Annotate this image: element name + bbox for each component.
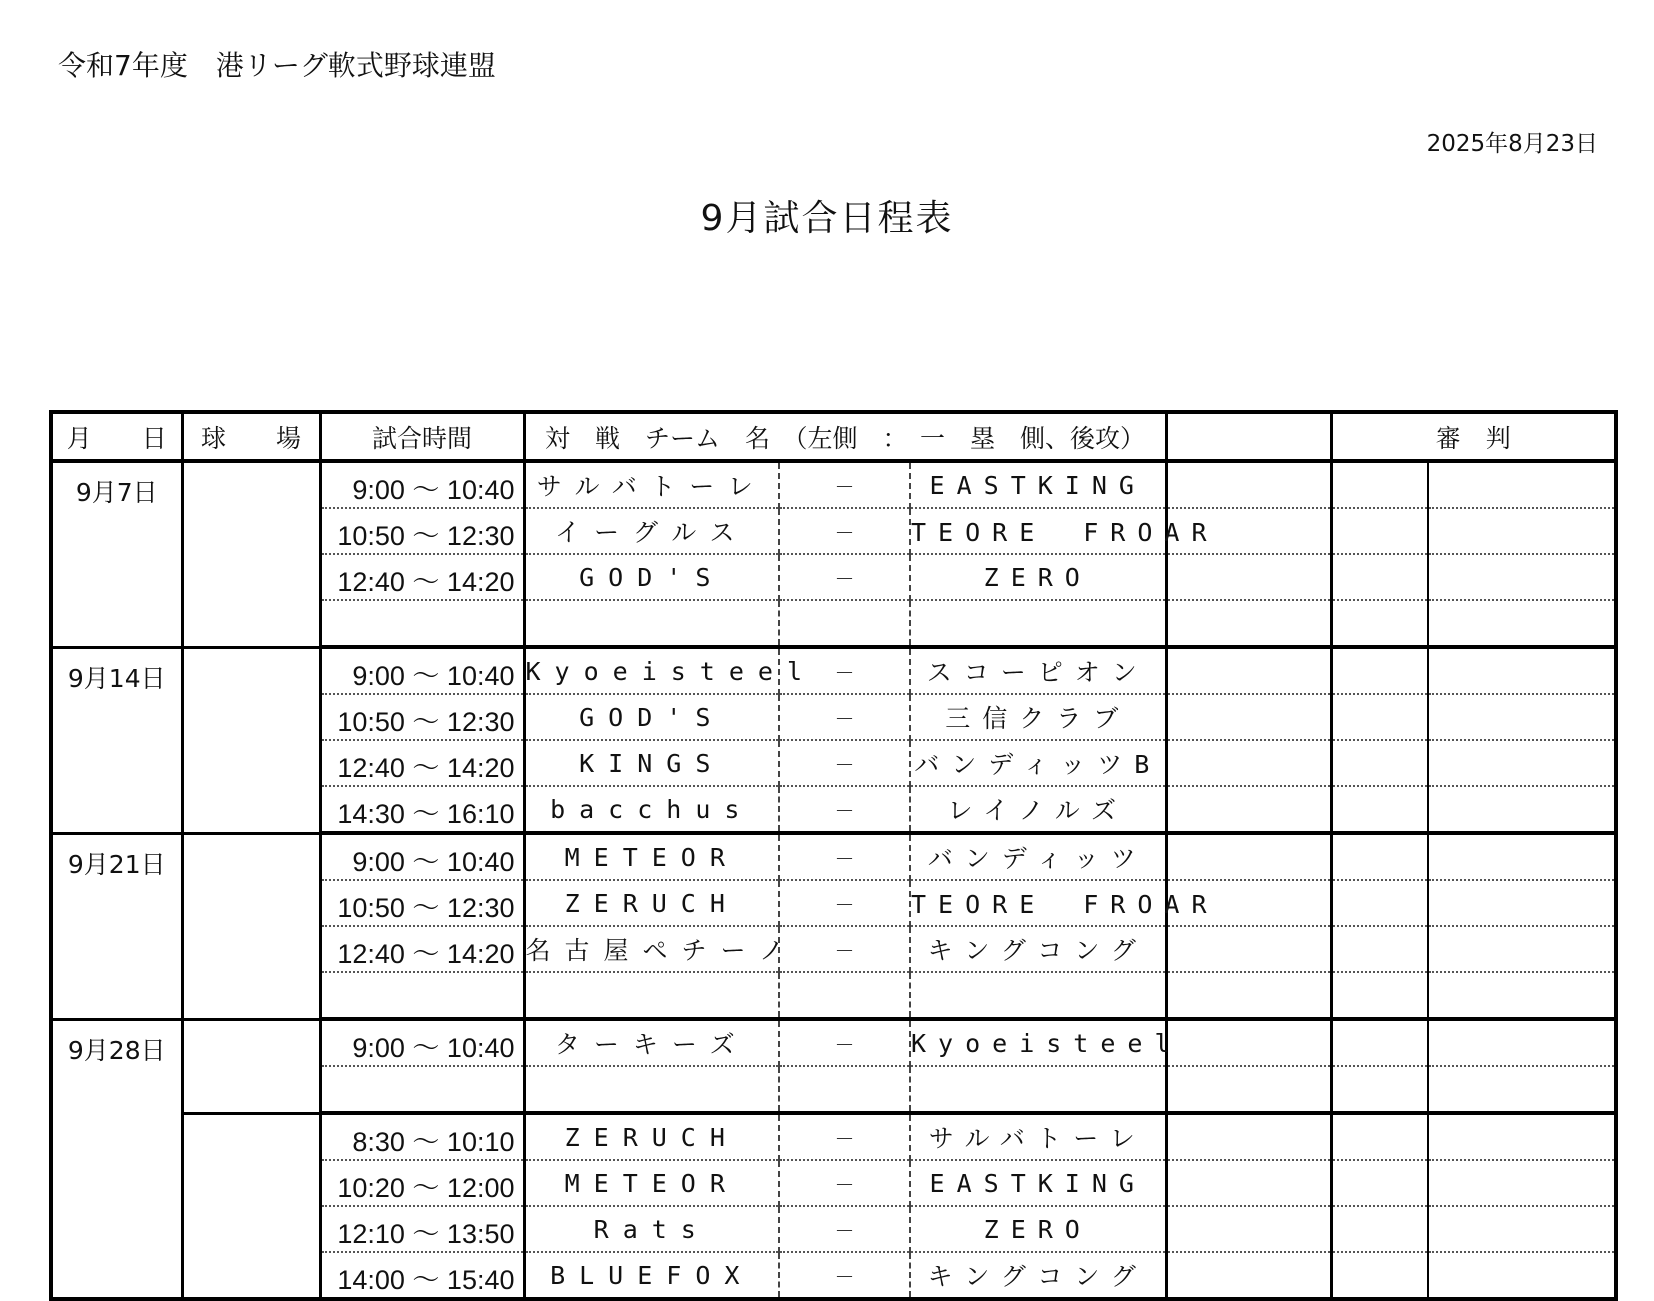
match-date: 9月7日 xyxy=(51,461,182,647)
referee-cell xyxy=(1331,926,1428,972)
referee-cell xyxy=(1331,554,1428,600)
home-team: ZERUCH xyxy=(524,880,779,926)
schedule-row xyxy=(51,1019,1616,1066)
referee-cell xyxy=(1331,694,1428,740)
home-team: ZERUCH xyxy=(524,1113,779,1160)
referee-cell xyxy=(1428,1252,1616,1299)
referee-cell xyxy=(1428,786,1616,833)
referee-cell xyxy=(1428,1019,1616,1066)
away-team: レイノルズ xyxy=(910,786,1166,833)
home-team: KINGS xyxy=(524,740,779,786)
blank-cell xyxy=(1166,461,1331,508)
game-time: 14:00 ～ 15:40 xyxy=(320,1252,524,1299)
game-time: 9:00 ～ 10:40 xyxy=(320,1019,524,1066)
referee-cell xyxy=(1331,740,1428,786)
blank-cell xyxy=(1166,972,1331,1019)
blank-cell xyxy=(1166,1019,1331,1066)
versus-separator: － xyxy=(779,694,910,740)
referee-cell xyxy=(1331,1160,1428,1206)
home-team xyxy=(524,1066,779,1113)
referee-cell xyxy=(1428,461,1616,508)
home-team: METEOR xyxy=(524,833,779,880)
blank-cell xyxy=(1166,1066,1331,1113)
away-team: バンディッツ xyxy=(910,833,1166,880)
match-date: 9月21日 xyxy=(51,833,182,1019)
col-header-date: 月 日 xyxy=(51,412,182,461)
referee-cell xyxy=(1331,833,1428,880)
blank-cell xyxy=(1166,1206,1331,1252)
schedule-row xyxy=(51,1113,1616,1160)
away-team: キングコング xyxy=(910,1252,1166,1299)
away-team: TEORE FROAR xyxy=(910,880,1166,926)
referee-cell xyxy=(1428,647,1616,694)
versus-separator xyxy=(779,600,910,647)
blank-cell xyxy=(1166,600,1331,647)
game-time: 9:00 ～ 10:40 xyxy=(320,461,524,508)
game-time: 10:50 ～ 12:30 xyxy=(320,694,524,740)
referee-cell xyxy=(1331,786,1428,833)
game-time xyxy=(320,1066,524,1113)
home-team: イーグルス xyxy=(524,508,779,554)
referee-cell xyxy=(1331,1019,1428,1066)
blank-cell xyxy=(1166,1113,1331,1160)
away-team: サルバトーレ xyxy=(910,1113,1166,1160)
versus-separator: － xyxy=(779,508,910,554)
game-time: 12:40 ～ 14:20 xyxy=(320,740,524,786)
referee-cell xyxy=(1428,740,1616,786)
away-team: バンディッツB xyxy=(910,740,1166,786)
referee-cell xyxy=(1331,880,1428,926)
blank-cell xyxy=(1166,833,1331,880)
referee-cell xyxy=(1428,1160,1616,1206)
home-team: Rats xyxy=(524,1206,779,1252)
versus-separator xyxy=(779,1066,910,1113)
venue-cell xyxy=(182,1113,320,1299)
versus-separator: － xyxy=(779,786,910,833)
blank-cell xyxy=(1166,786,1331,833)
away-team xyxy=(910,972,1166,1019)
home-team: bacchus xyxy=(524,786,779,833)
game-time xyxy=(320,972,524,1019)
col-header-matchup: 対 戦 チーム 名 （左側 ： 一 塁 側、後攻） xyxy=(524,412,1166,461)
versus-separator: － xyxy=(779,647,910,694)
schedule-row xyxy=(51,833,1616,880)
away-team: EASTKING xyxy=(910,461,1166,508)
col-header-time: 試合時間 xyxy=(320,412,524,461)
home-team: BLUEFOX xyxy=(524,1252,779,1299)
referee-cell xyxy=(1331,1252,1428,1299)
away-team xyxy=(910,1066,1166,1113)
home-team: Kyoeisteel xyxy=(524,647,779,694)
blank-cell xyxy=(1166,926,1331,972)
col-header-referee: 審 判 xyxy=(1331,412,1616,461)
versus-separator: － xyxy=(779,1160,910,1206)
venue-cell xyxy=(182,647,320,833)
away-team: TEORE FROAR xyxy=(910,508,1166,554)
match-date: 9月14日 xyxy=(51,647,182,833)
referee-cell xyxy=(1428,1066,1616,1113)
away-team: ZERO xyxy=(910,1206,1166,1252)
away-team: Kyoeisteel xyxy=(910,1019,1166,1066)
versus-separator: － xyxy=(779,740,910,786)
game-time: 9:00 ～ 10:40 xyxy=(320,833,524,880)
game-time: 14:30 ～ 16:10 xyxy=(320,786,524,833)
versus-separator: － xyxy=(779,926,910,972)
referee-cell xyxy=(1331,1113,1428,1160)
col-header-venue: 球 場 xyxy=(182,412,320,461)
home-team: 名古屋ペチーノ xyxy=(524,926,779,972)
home-team: GOD'S xyxy=(524,554,779,600)
away-team: キングコング xyxy=(910,926,1166,972)
home-team: GOD'S xyxy=(524,694,779,740)
page-title: 9月試合日程表 xyxy=(700,198,954,239)
referee-cell xyxy=(1331,1206,1428,1252)
referee-cell xyxy=(1428,600,1616,647)
game-time: 8:30 ～ 10:10 xyxy=(320,1113,524,1160)
schedule-row xyxy=(51,461,1616,508)
game-time: 10:50 ～ 12:30 xyxy=(320,880,524,926)
issue-date: 2025年8月23日 xyxy=(1426,131,1598,157)
venue-cell xyxy=(182,461,320,647)
game-time xyxy=(320,600,524,647)
home-team: ターキーズ xyxy=(524,1019,779,1066)
header-row xyxy=(51,412,1616,461)
versus-separator: － xyxy=(779,880,910,926)
referee-cell xyxy=(1331,1066,1428,1113)
referee-cell xyxy=(1428,1206,1616,1252)
referee-cell xyxy=(1428,508,1616,554)
game-time: 12:40 ～ 14:20 xyxy=(320,554,524,600)
referee-cell xyxy=(1331,508,1428,554)
home-team xyxy=(524,972,779,1019)
referee-cell xyxy=(1331,647,1428,694)
referee-cell xyxy=(1428,1113,1616,1160)
versus-separator: － xyxy=(779,1252,910,1299)
versus-separator xyxy=(779,972,910,1019)
match-date: 9月28日 xyxy=(51,1019,182,1299)
schedule-row xyxy=(51,647,1616,694)
schedule-body xyxy=(51,461,1616,1299)
game-time: 9:00 ～ 10:40 xyxy=(320,647,524,694)
home-team: METEOR xyxy=(524,1160,779,1206)
referee-cell xyxy=(1428,554,1616,600)
organization-name: 令和7年度 港リーグ軟式野球連盟 xyxy=(58,49,496,82)
game-time: 10:50 ～ 12:30 xyxy=(320,508,524,554)
col-header-blank xyxy=(1166,412,1331,461)
blank-cell xyxy=(1166,694,1331,740)
referee-cell xyxy=(1331,600,1428,647)
venue-cell xyxy=(182,833,320,1019)
versus-separator: － xyxy=(779,1113,910,1160)
game-time: 12:40 ～ 14:20 xyxy=(320,926,524,972)
away-team: 三信クラブ xyxy=(910,694,1166,740)
away-team: スコーピオン xyxy=(910,647,1166,694)
schedule-table xyxy=(49,410,1618,1301)
away-team: EASTKING xyxy=(910,1160,1166,1206)
versus-separator: － xyxy=(779,1019,910,1066)
versus-separator: － xyxy=(779,461,910,508)
referee-cell xyxy=(1428,694,1616,740)
home-team xyxy=(524,600,779,647)
referee-cell xyxy=(1428,833,1616,880)
away-team xyxy=(910,600,1166,647)
game-time: 12:10 ～ 13:50 xyxy=(320,1206,524,1252)
blank-cell xyxy=(1166,1252,1331,1299)
versus-separator: － xyxy=(779,1206,910,1252)
blank-cell xyxy=(1166,740,1331,786)
referee-cell xyxy=(1428,926,1616,972)
referee-cell xyxy=(1331,461,1428,508)
home-team: サルバトーレ xyxy=(524,461,779,508)
game-time: 10:20 ～ 12:00 xyxy=(320,1160,524,1206)
away-team: ZERO xyxy=(910,554,1166,600)
referee-cell xyxy=(1428,972,1616,1019)
versus-separator: － xyxy=(779,833,910,880)
venue-cell xyxy=(182,1019,320,1113)
referee-cell xyxy=(1331,972,1428,1019)
blank-cell xyxy=(1166,647,1331,694)
blank-cell xyxy=(1166,1160,1331,1206)
versus-separator: － xyxy=(779,554,910,600)
referee-cell xyxy=(1428,880,1616,926)
blank-cell xyxy=(1166,554,1331,600)
